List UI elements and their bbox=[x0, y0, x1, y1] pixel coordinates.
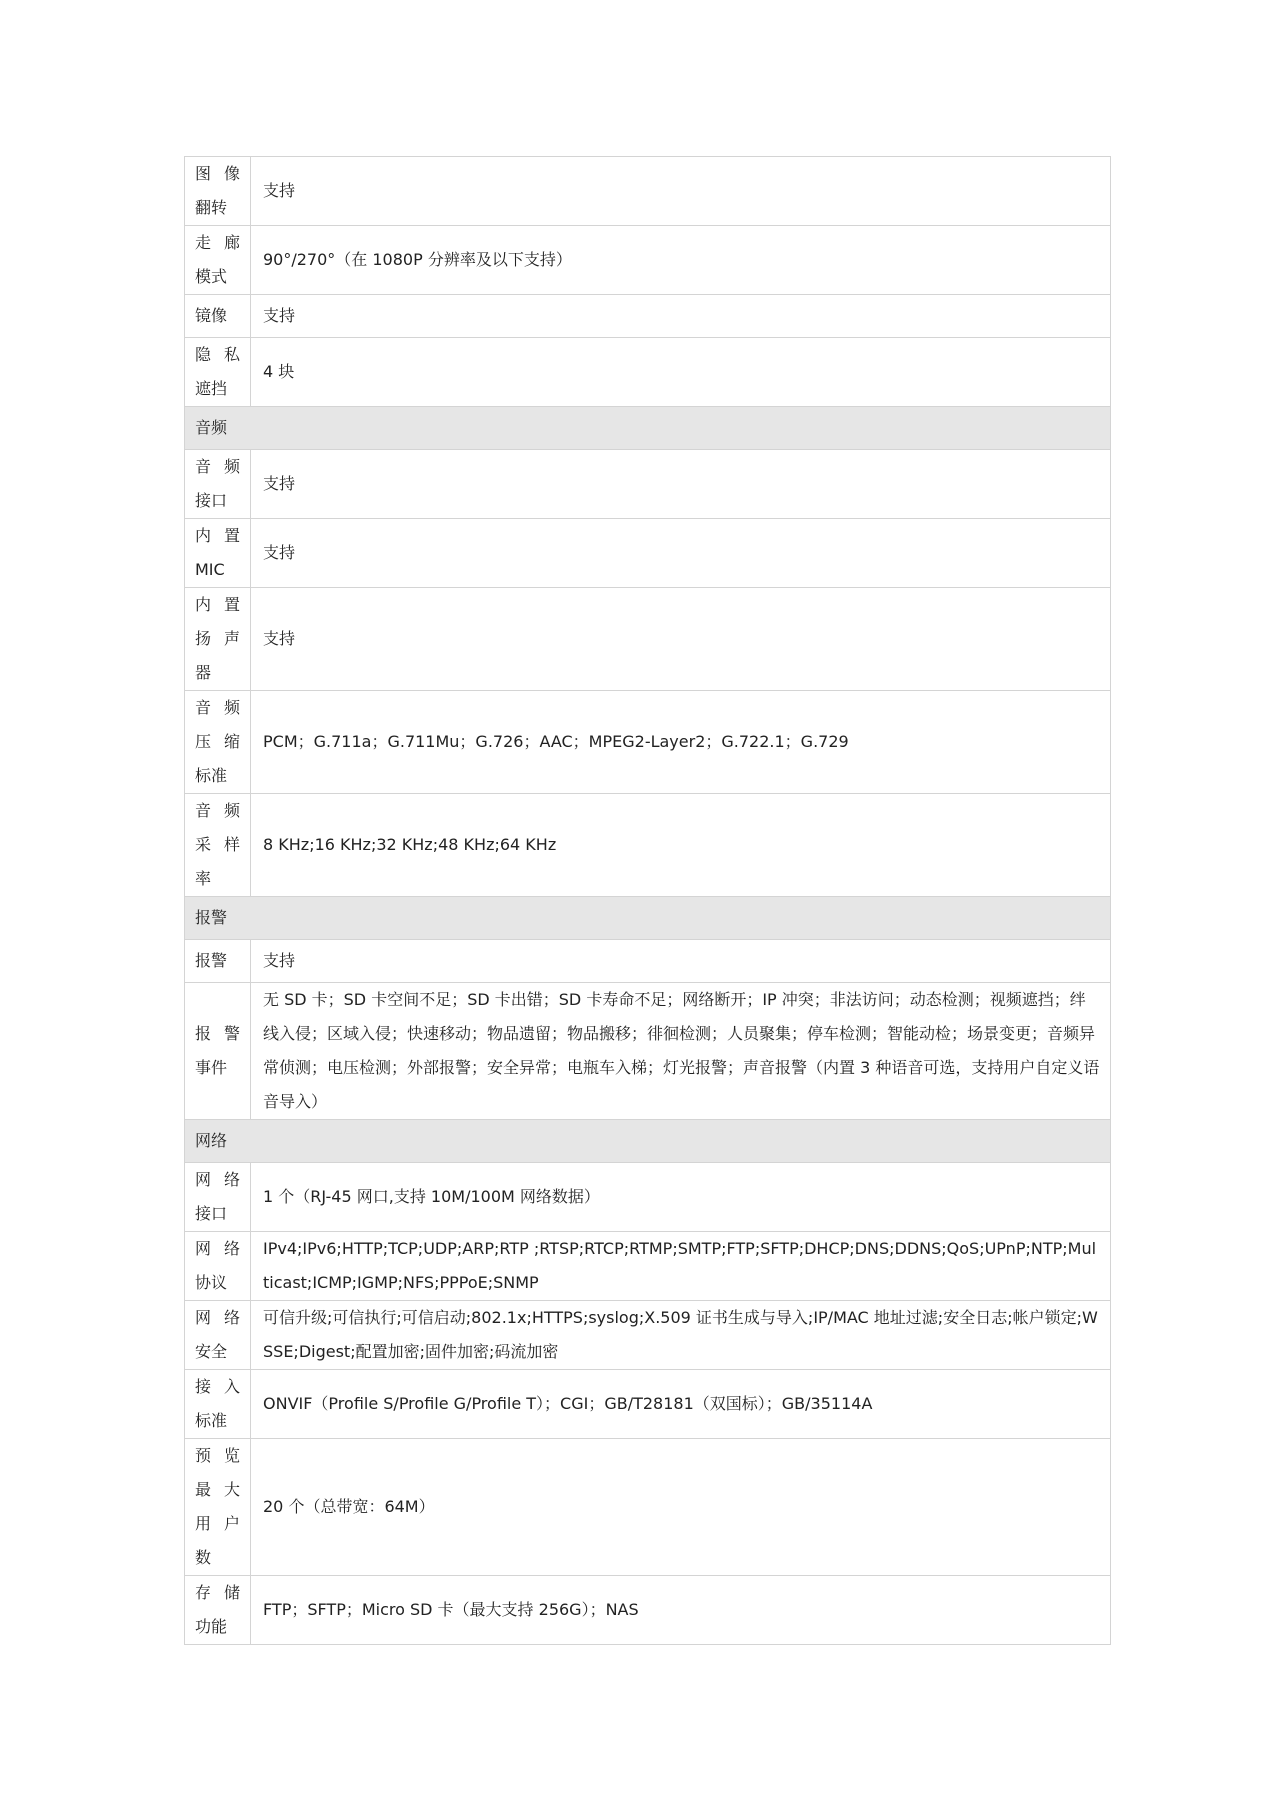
spec-label-line: 遮挡 bbox=[195, 379, 228, 398]
spec-label bbox=[185, 1232, 251, 1301]
spec-row bbox=[185, 157, 1111, 226]
spec-label-line: 标准 bbox=[195, 766, 228, 785]
spec-label-line: 安全 bbox=[195, 1342, 228, 1361]
spec-value: 无 SD 卡；SD 卡空间不足；SD 卡出错；SD 卡寿命不足；网络断开；IP 冲突；非法访问；动态检测；视频遮挡；绊线入侵；区域入侵；快速移动；物品遗留；物品搬移；徘徊检测；人员聚集；停车检测；智能动检；场景变更；音频异常侦测；电压检测；外部报警；安全异常；电瓶车入梯；灯光报警；声音报警（内置 3 种语音可选，支持用户自定义语音导入） bbox=[251, 983, 1111, 1120]
spec-label-line: 网 络 bbox=[195, 1170, 240, 1189]
spec-label bbox=[185, 794, 251, 897]
spec-label-line: 图 像 bbox=[195, 164, 240, 183]
spec-row bbox=[185, 940, 1111, 983]
spec-label-line: 翻转 bbox=[195, 198, 228, 217]
spec-label-line: 协议 bbox=[195, 1273, 228, 1292]
spec-label-line: 率 bbox=[195, 869, 212, 888]
spec-value: 4 块 bbox=[251, 338, 1111, 407]
section-title: 网络 bbox=[185, 1120, 1111, 1163]
spec-value: 支持 bbox=[251, 157, 1111, 226]
spec-value: 可信升级;可信执行;可信启动;802.1x;HTTPS;syslog;X.509 证书生成与导入;IP/MAC 地址过滤;安全日志;帐户锁定;WSSE;Digest;配置加密;固件加密;码流加密 bbox=[251, 1301, 1111, 1370]
spec-label bbox=[185, 1439, 251, 1576]
spec-label bbox=[185, 295, 251, 338]
spec-row bbox=[185, 691, 1111, 794]
spec-label-line: 扬 声 bbox=[195, 629, 240, 648]
spec-value: 支持 bbox=[251, 519, 1111, 588]
spec-label bbox=[185, 1576, 251, 1645]
spec-value: 支持 bbox=[251, 940, 1111, 983]
spec-label-line: 接 入 bbox=[195, 1377, 240, 1396]
spec-label-line: 隐 私 bbox=[195, 345, 240, 364]
spec-value: 支持 bbox=[251, 450, 1111, 519]
spec-label bbox=[185, 450, 251, 519]
spec-label-line: 模式 bbox=[195, 267, 228, 286]
spec-value: 20 个（总带宽：64M） bbox=[251, 1439, 1111, 1576]
spec-label-line: 报警 bbox=[195, 951, 228, 970]
spec-row bbox=[185, 226, 1111, 295]
spec-label-line: 功能 bbox=[195, 1617, 228, 1636]
spec-row bbox=[185, 338, 1111, 407]
spec-label bbox=[185, 157, 251, 226]
spec-label-line: 压 缩 bbox=[195, 732, 240, 751]
spec-table bbox=[184, 156, 1111, 1645]
spec-label bbox=[185, 1301, 251, 1370]
spec-label bbox=[185, 1370, 251, 1439]
spec-label bbox=[185, 338, 251, 407]
spec-label-line: 内 置 bbox=[195, 526, 240, 545]
section-title: 音频 bbox=[185, 407, 1111, 450]
spec-row bbox=[185, 450, 1111, 519]
spec-label bbox=[185, 691, 251, 794]
spec-row bbox=[185, 295, 1111, 338]
spec-label-line: 采 样 bbox=[195, 835, 240, 854]
spec-row bbox=[185, 588, 1111, 691]
spec-label-line: 镜像 bbox=[195, 306, 228, 325]
section-header-row bbox=[185, 407, 1111, 450]
spec-label-line: 网 络 bbox=[195, 1308, 240, 1327]
spec-row bbox=[185, 1232, 1111, 1301]
section-title: 报警 bbox=[185, 897, 1111, 940]
spec-label-line: 用 户 bbox=[195, 1514, 240, 1533]
spec-label-line: 事件 bbox=[195, 1058, 228, 1077]
spec-label-line: 接口 bbox=[195, 491, 228, 510]
spec-label-line: 预 览 bbox=[195, 1446, 240, 1465]
spec-value: 8 KHz;16 KHz;32 KHz;48 KHz;64 KHz bbox=[251, 794, 1111, 897]
spec-value: ONVIF（Profile S/Profile G/Profile T）；CGI；GB/T28181（双国标）；GB/35114A bbox=[251, 1370, 1111, 1439]
spec-label bbox=[185, 983, 251, 1120]
spec-label-line: 器 bbox=[195, 663, 212, 682]
spec-label bbox=[185, 519, 251, 588]
spec-label-line: 数 bbox=[195, 1548, 212, 1567]
spec-value: 支持 bbox=[251, 295, 1111, 338]
spec-label bbox=[185, 226, 251, 295]
spec-label-line: 走 廊 bbox=[195, 233, 240, 252]
spec-row bbox=[185, 1439, 1111, 1576]
spec-row bbox=[185, 794, 1111, 897]
section-header-row bbox=[185, 897, 1111, 940]
spec-label bbox=[185, 1163, 251, 1232]
spec-row bbox=[185, 983, 1111, 1120]
section-header-row bbox=[185, 1120, 1111, 1163]
spec-label-line: 音 频 bbox=[195, 801, 240, 820]
spec-row bbox=[185, 1370, 1111, 1439]
spec-row bbox=[185, 1576, 1111, 1645]
spec-label bbox=[185, 588, 251, 691]
spec-label-line: 内 置 bbox=[195, 595, 240, 614]
spec-value: 支持 bbox=[251, 588, 1111, 691]
spec-label-line: 存 储 bbox=[195, 1583, 240, 1602]
spec-value: PCM；G.711a；G.711Mu；G.726；AAC；MPEG2-Layer2；G.722.1；G.729 bbox=[251, 691, 1111, 794]
spec-label-line: MIC bbox=[195, 560, 225, 579]
spec-value: 1 个（RJ-45 网口,支持 10M/100M 网络数据） bbox=[251, 1163, 1111, 1232]
spec-label-line: 音 频 bbox=[195, 457, 240, 476]
spec-label-line: 标准 bbox=[195, 1411, 228, 1430]
spec-label bbox=[185, 940, 251, 983]
spec-label-line: 最 大 bbox=[195, 1480, 240, 1499]
spec-row bbox=[185, 1163, 1111, 1232]
spec-label-line: 网 络 bbox=[195, 1239, 240, 1258]
spec-row bbox=[185, 1301, 1111, 1370]
spec-label-line: 音 频 bbox=[195, 698, 240, 717]
spec-value: 90°/270°（在 1080P 分辨率及以下支持） bbox=[251, 226, 1111, 295]
spec-value: FTP；SFTP；Micro SD 卡（最大支持 256G）；NAS bbox=[251, 1576, 1111, 1645]
spec-label-line: 接口 bbox=[195, 1204, 228, 1223]
spec-label-line: 报 警 bbox=[195, 1024, 240, 1043]
spec-value: IPv4;IPv6;HTTP;TCP;UDP;ARP;RTP ;RTSP;RTCP;RTMP;SMTP;FTP;SFTP;DHCP;DNS;DDNS;QoS;UPnP;NTP;Multicast;ICMP;IGMP;NFS;PPPoE;SNMP bbox=[251, 1232, 1111, 1301]
spec-row bbox=[185, 519, 1111, 588]
